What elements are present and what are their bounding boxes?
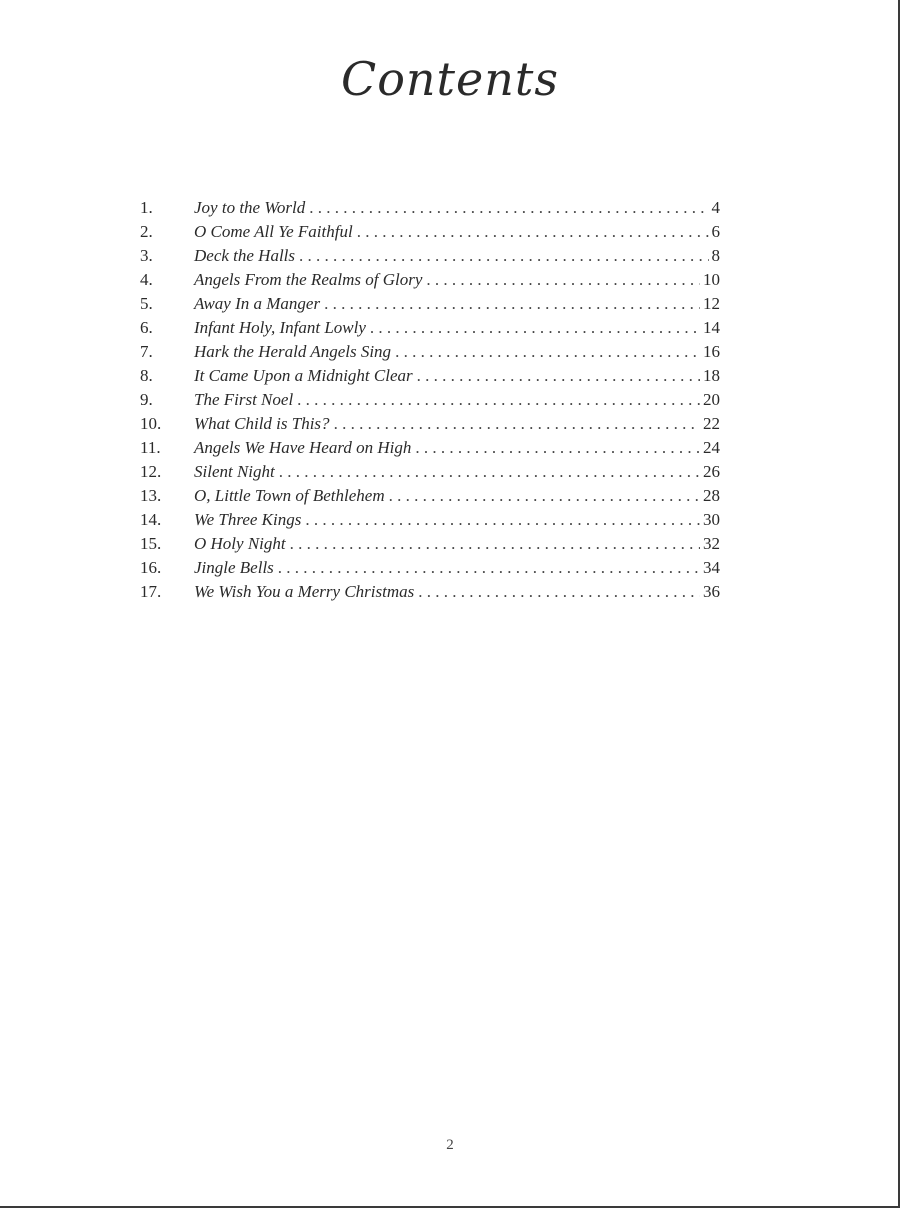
toc-entry-page: 32 [703,534,720,553]
toc-entry[interactable] [140,484,720,508]
toc-entry-title: O, Little Town of Bethlehem [194,486,385,505]
toc-entry-title: O Come All Ye Faithful [194,222,353,241]
toc-entry-page: 8 [711,246,720,265]
toc-entry[interactable] [140,196,720,220]
toc-entry-number: 6. [140,318,153,337]
toc-entry-title: Silent Night [194,462,275,481]
dot-leader [299,244,708,268]
toc-entry-title: What Child is This? [194,414,330,433]
toc-entry-number: 3. [140,246,153,265]
toc-entry-number: 12. [140,462,162,481]
toc-entry-title: It Came Upon a Midnight Clear [194,366,413,385]
toc-entry-number: 17. [140,582,162,601]
dot-leader [370,316,700,340]
toc-entry[interactable] [140,460,720,484]
toc-entry-page: 16 [703,342,720,361]
dot-leader [279,460,700,484]
toc-entry[interactable] [140,412,720,436]
toc-entry[interactable] [140,532,720,556]
toc-entry-page: 14 [703,318,720,337]
toc-entry-number: 8. [140,366,153,385]
toc-entry[interactable] [140,316,720,340]
dot-leader [417,364,700,388]
toc-entry-number: 4. [140,270,153,289]
toc-entry[interactable] [140,556,720,580]
toc-entry-title: Joy to the World [194,198,306,217]
toc-entry-page: 28 [703,486,720,505]
toc-entry-number: 1. [140,198,153,217]
page-number: 2 [446,1137,454,1153]
toc-entry[interactable] [140,364,720,388]
toc-entry-number: 15. [140,534,162,553]
dot-leader [324,292,700,316]
toc-entry[interactable] [140,340,720,364]
toc-entry-title: Infant Holy, Infant Lowly [194,318,366,337]
toc-entry[interactable] [140,244,720,268]
toc-entry-title: Jingle Bells [194,558,274,577]
toc-entry-number: 16. [140,558,162,577]
toc-entry-page: 30 [703,510,720,529]
dot-leader [334,412,700,436]
page-title: Contents [341,52,559,106]
toc-entry-title: Angels We Have Heard on High [194,438,412,457]
dot-leader [309,196,708,220]
toc-entry-page: 10 [703,270,720,289]
toc-entry-number: 5. [140,294,153,313]
toc-entry[interactable] [140,508,720,532]
toc-entry-page: 26 [703,462,720,481]
toc-entry[interactable] [140,436,720,460]
dot-leader [297,388,700,412]
toc-entry-title: Angels From the Realms of Glory [194,270,423,289]
toc-entry[interactable] [140,580,720,604]
toc-entry-title: Deck the Halls [194,246,296,265]
toc-entry[interactable] [140,220,720,244]
toc-entry[interactable] [140,292,720,316]
toc-entry-title: O Holy Night [194,534,286,553]
toc-entry-number: 7. [140,342,153,361]
table-of-contents [140,196,720,604]
dot-leader [395,340,700,364]
toc-entry-title: Hark the Herald Angels Sing [194,342,392,361]
toc-entry-title: The First Noel [194,390,294,409]
dot-leader [418,580,700,604]
dot-leader [415,436,700,460]
toc-entry-page: 18 [703,366,720,385]
toc-entry-page: 4 [711,198,720,217]
toc-entry-number: 11. [140,438,161,457]
toc-entry-page: 6 [711,222,720,241]
toc-entry-page: 22 [703,414,720,433]
toc-entry-page: 24 [703,438,720,457]
toc-entry-number: 9. [140,390,153,409]
dot-leader [426,268,700,292]
dot-leader [305,508,700,532]
toc-entry-title: We Wish You a Merry Christmas [194,582,415,601]
toc-entry[interactable] [140,268,720,292]
toc-entry-number: 10. [140,414,162,433]
toc-entry-title: We Three Kings [194,510,302,529]
dot-leader [278,556,700,580]
toc-entry-number: 14. [140,510,162,529]
toc-entry-page: 36 [703,582,720,601]
toc-entry-number: 13. [140,486,162,505]
toc-entry[interactable] [140,388,720,412]
dot-leader [389,484,700,508]
toc-entry-title: Away In a Manger [194,294,321,313]
toc-entry-page: 34 [703,558,720,577]
toc-entry-page: 20 [703,390,720,409]
toc-entry-number: 2. [140,222,153,241]
toc-entry-page: 12 [703,294,720,313]
dot-leader [290,532,700,556]
dot-leader [357,220,709,244]
